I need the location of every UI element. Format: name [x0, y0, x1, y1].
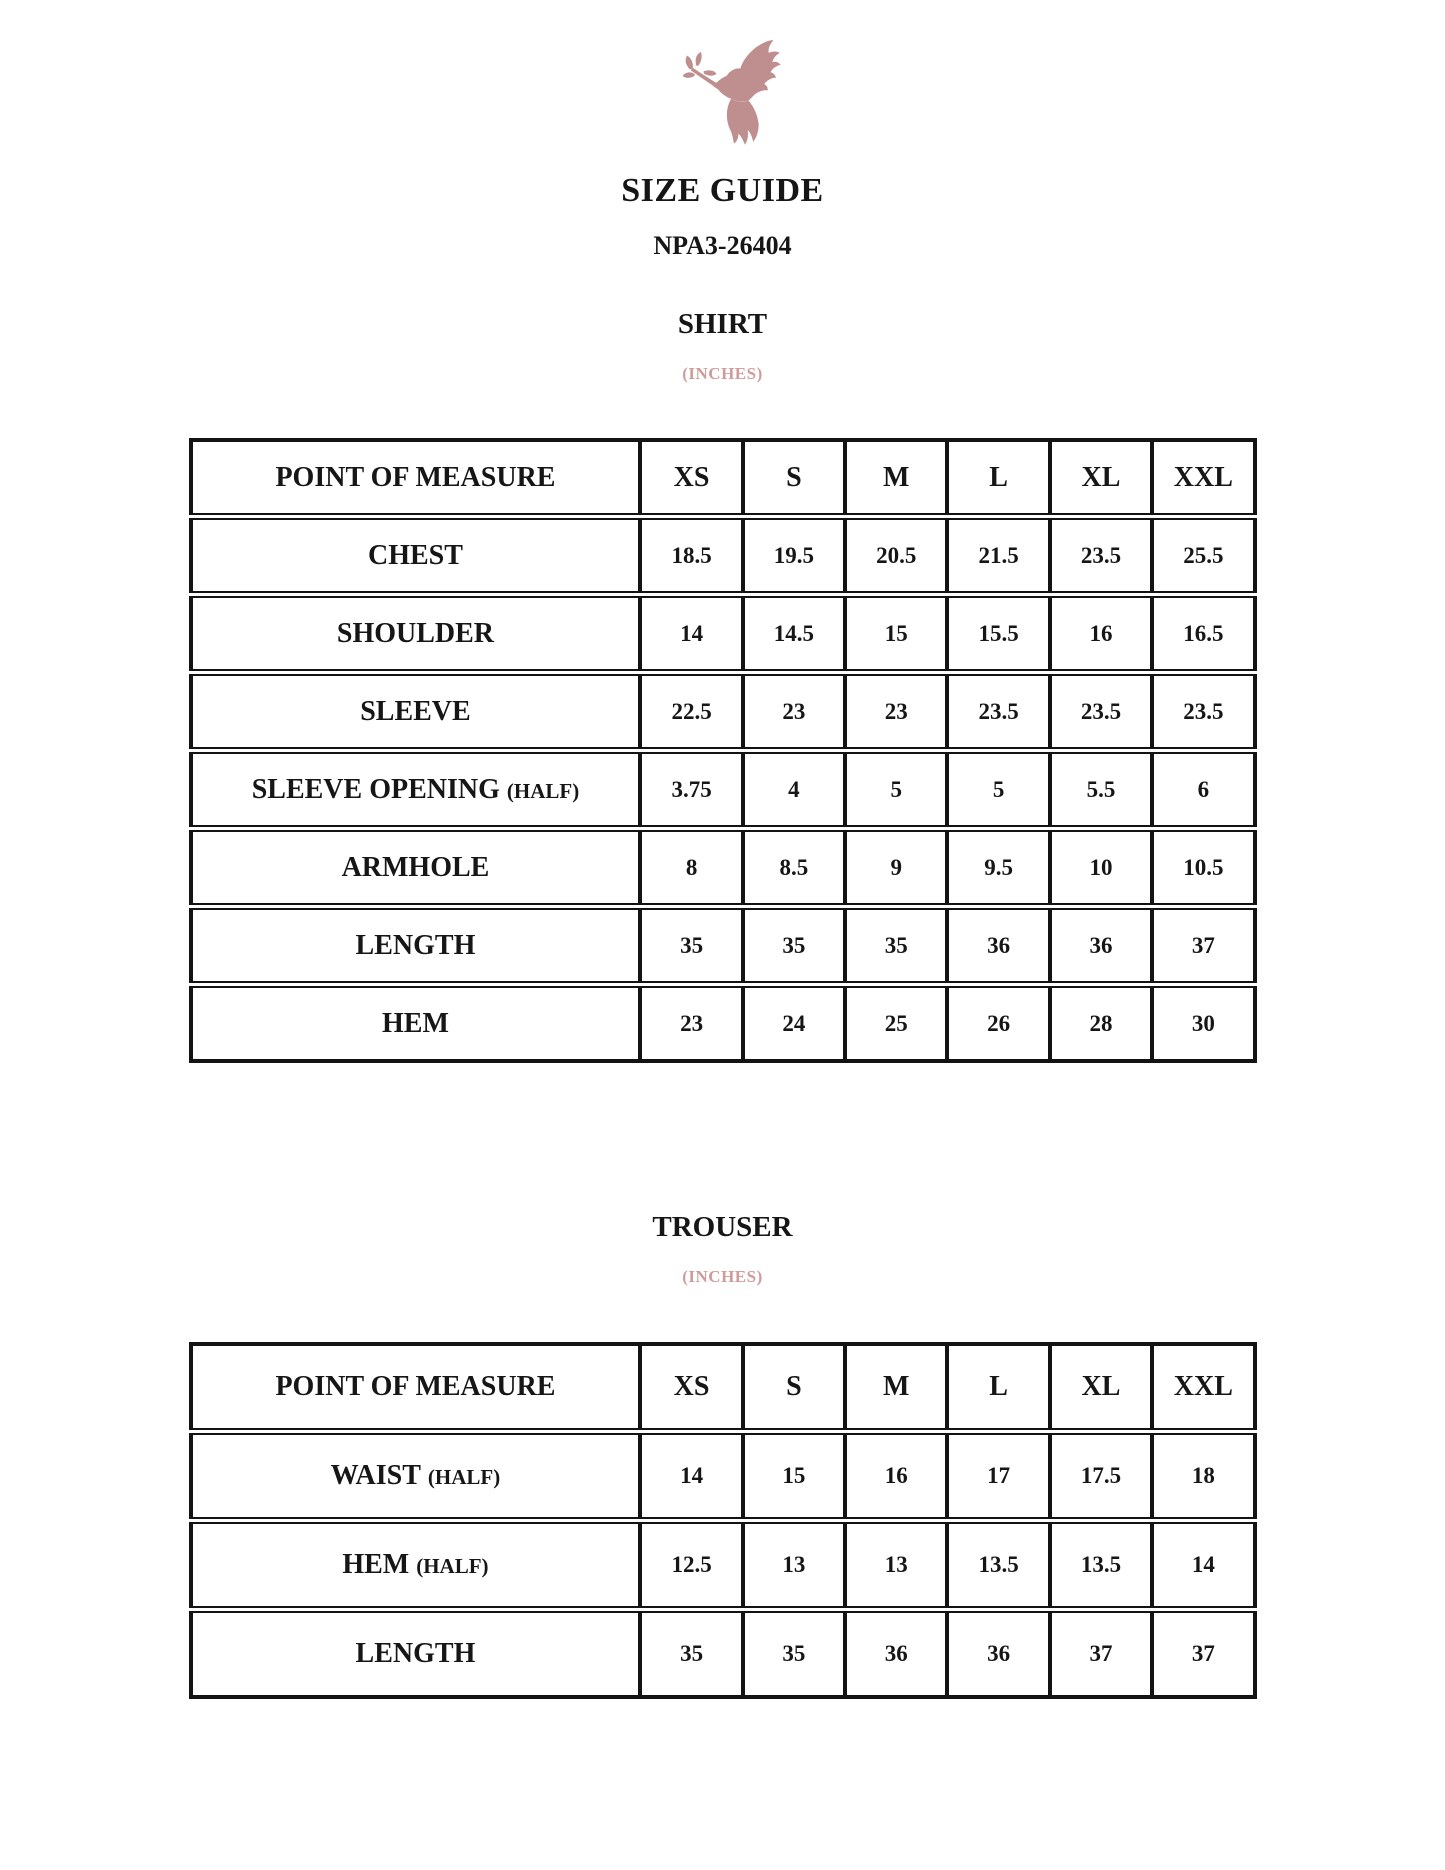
table-row [189, 1433, 1257, 1519]
size-value-cell: 14 [1154, 1522, 1256, 1608]
shirt-unit-label: (INCHES) [682, 363, 763, 383]
table-row [189, 1611, 1257, 1699]
table-row [189, 674, 1257, 749]
measure-label-cell [189, 986, 643, 1063]
size-value-cell: 16 [847, 1433, 949, 1519]
size-value-cell: 28 [1052, 986, 1154, 1063]
size-column-header: S [745, 1342, 847, 1430]
size-value-cell: 23.5 [1052, 674, 1154, 749]
measure-label-cell [189, 830, 643, 905]
trouser-section [0, 1212, 1445, 1702]
header-row [189, 1342, 1257, 1430]
size-value-cell: 17.5 [1052, 1433, 1154, 1519]
measure-label: LENGTH [355, 1638, 476, 1670]
point-of-measure-header: POINT OF MEASURE [189, 1342, 643, 1430]
measure-label: WAIST [330, 1460, 421, 1492]
size-column-header: S [745, 438, 847, 515]
table-row [189, 1522, 1257, 1608]
size-value-cell: 3.75 [642, 752, 744, 827]
size-value-cell: 21.5 [949, 518, 1051, 593]
measure-label-suffix: (HALF) [427, 1465, 501, 1490]
dove-olive-branch-icon [678, 34, 788, 158]
measure-label-cell [189, 908, 643, 983]
measure-label-cell [189, 1522, 643, 1608]
size-value-cell: 9.5 [949, 830, 1051, 905]
size-value-cell: 20.5 [847, 518, 949, 593]
size-value-cell: 37 [1154, 908, 1256, 983]
table-row [189, 752, 1257, 827]
measure-label: CHEST [367, 539, 463, 571]
size-value-cell: 36 [949, 1611, 1051, 1699]
measure-label: LENGTH [355, 929, 476, 961]
size-value-cell: 14 [642, 1433, 744, 1519]
measure-label-cell [189, 518, 643, 593]
size-value-cell: 37 [1154, 1611, 1256, 1699]
size-value-cell: 15 [745, 1433, 847, 1519]
size-value-cell: 10.5 [1154, 830, 1256, 905]
measure-label: SLEEVE OPENING [251, 773, 500, 805]
measure-label-cell [189, 596, 643, 671]
size-value-cell: 23.5 [1052, 518, 1154, 593]
size-value-cell: 5 [949, 752, 1051, 827]
measure-label: HEM [382, 1007, 449, 1039]
size-value-cell: 35 [642, 1611, 744, 1699]
size-value-cell: 4 [745, 752, 847, 827]
trouser-size-table [189, 1339, 1257, 1702]
size-value-cell: 16 [1052, 596, 1154, 671]
measure-label-cell [189, 752, 643, 827]
size-value-cell: 25.5 [1154, 518, 1256, 593]
page-title: SIZE GUIDE [621, 172, 824, 209]
size-value-cell: 10 [1052, 830, 1154, 905]
size-value-cell: 13 [745, 1522, 847, 1608]
size-value-cell: 26 [949, 986, 1051, 1063]
size-value-cell: 12.5 [642, 1522, 744, 1608]
measure-label: ARMHOLE [341, 851, 490, 883]
size-value-cell: 36 [847, 1611, 949, 1699]
document-header [0, 34, 1445, 261]
style-code: NPA3-26404 [653, 231, 792, 261]
size-value-cell: 16.5 [1154, 596, 1256, 671]
size-value-cell: 5 [847, 752, 949, 827]
size-value-cell: 23.5 [1154, 674, 1256, 749]
measure-label: HEM [342, 1549, 410, 1581]
size-value-cell: 37 [1052, 1611, 1154, 1699]
size-value-cell: 23.5 [949, 674, 1051, 749]
size-value-cell: 8 [642, 830, 744, 905]
size-column-header: XS [642, 1342, 744, 1430]
size-value-cell: 35 [745, 1611, 847, 1699]
size-value-cell: 17 [949, 1433, 1051, 1519]
table-row [189, 596, 1257, 671]
size-column-header: L [949, 1342, 1051, 1430]
point-of-measure-header: POINT OF MEASURE [189, 438, 643, 515]
measure-label: SLEEVE [360, 695, 471, 727]
size-value-cell: 36 [949, 908, 1051, 983]
size-value-cell: 18 [1154, 1433, 1256, 1519]
size-column-header: M [847, 438, 949, 515]
size-value-cell: 23 [745, 674, 847, 749]
measure-label: SHOULDER [336, 617, 495, 649]
size-value-cell: 14 [642, 596, 744, 671]
size-value-cell: 35 [642, 908, 744, 983]
size-column-header: XS [642, 438, 744, 515]
size-value-cell: 8.5 [745, 830, 847, 905]
size-value-cell: 13 [847, 1522, 949, 1608]
shirt-size-table [189, 435, 1257, 1066]
shirt-section-title: SHIRT [677, 307, 768, 340]
size-value-cell: 15 [847, 596, 949, 671]
size-value-cell: 23 [642, 986, 744, 1063]
shirt-section [0, 309, 1445, 1067]
measure-label-cell [189, 1433, 643, 1519]
size-column-header: XXL [1154, 1342, 1256, 1430]
size-value-cell: 18.5 [642, 518, 744, 593]
table-row [189, 518, 1257, 593]
size-value-cell: 5.5 [1052, 752, 1154, 827]
size-value-cell: 15.5 [949, 596, 1051, 671]
trouser-unit-label: (INCHES) [682, 1267, 763, 1287]
size-value-cell: 19.5 [745, 518, 847, 593]
table-row [189, 986, 1257, 1063]
measure-label-cell [189, 1611, 643, 1699]
table-row [189, 830, 1257, 905]
measure-label-suffix: (HALF) [416, 1554, 489, 1579]
table-row [189, 908, 1257, 983]
size-column-header: L [949, 438, 1051, 515]
size-value-cell: 13.5 [1052, 1522, 1154, 1608]
size-column-header: XXL [1154, 438, 1256, 515]
measure-label-suffix: (HALF) [506, 778, 580, 803]
measure-label-cell [189, 674, 643, 749]
size-value-cell: 35 [745, 908, 847, 983]
size-column-header: XL [1052, 438, 1154, 515]
size-value-cell: 25 [847, 986, 949, 1063]
size-value-cell: 36 [1052, 908, 1154, 983]
size-value-cell: 14.5 [745, 596, 847, 671]
brand-logo [20, 34, 1445, 158]
size-value-cell: 35 [847, 908, 949, 983]
size-value-cell: 9 [847, 830, 949, 905]
size-value-cell: 30 [1154, 986, 1256, 1063]
size-value-cell: 6 [1154, 752, 1256, 827]
size-value-cell: 22.5 [642, 674, 744, 749]
size-value-cell: 13.5 [949, 1522, 1051, 1608]
header-row [189, 438, 1257, 515]
size-value-cell: 24 [745, 986, 847, 1063]
size-column-header: M [847, 1342, 949, 1430]
size-value-cell: 23 [847, 674, 949, 749]
size-column-header: XL [1052, 1342, 1154, 1430]
trouser-section-title: TROUSER [652, 1211, 793, 1244]
